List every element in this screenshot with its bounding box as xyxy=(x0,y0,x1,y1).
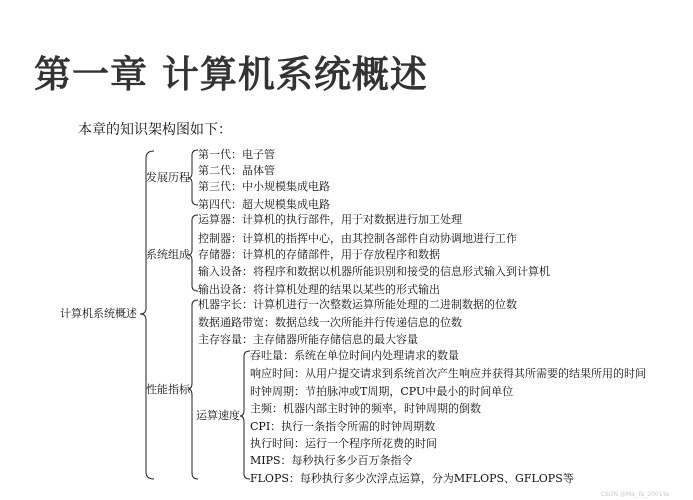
speed-item: 时钟周期：节拍脉冲或T周期，CPU中最小的时间单位 xyxy=(250,385,514,398)
performance-item: 机器字长：计算机进行一次整数运算所能处理的二进制数据的位数 xyxy=(198,298,517,311)
branch-speed: 运算速度 xyxy=(196,409,240,422)
branch-history: 发展历程 xyxy=(146,171,190,184)
history-item: 第四代：超大规模集成电路 xyxy=(198,198,330,211)
history-item: 第三代：中小规模集成电路 xyxy=(198,180,330,193)
speed-item: 主频：机器内部主时钟的频率，时钟周期的倒数 xyxy=(250,402,481,415)
performance-item: 数据通路带宽：数据总线一次所能并行传递信息的位数 xyxy=(198,316,462,329)
system-item: 运算器：计算机的执行部件，用于对数据进行加工处理 xyxy=(198,213,462,226)
system-item: 控制器：计算机的指挥中心，由其控制各部件自动协调地进行工作 xyxy=(198,232,517,245)
speed-item: MIPS：每秒执行多少百万条指令 xyxy=(250,454,413,467)
speed-item: FLOPS：每秒执行多少次浮点运算，分为MFLOPS、GFLOPS等 xyxy=(250,472,574,485)
watermark: CSDN @Ma_Ya_2001Ya xyxy=(600,491,669,498)
history-item: 第二代：晶体管 xyxy=(198,164,275,177)
system-item: 存储器：计算机的存储部件，用于存放程序和数据 xyxy=(198,248,440,261)
page-title: 第一章 计算机系统概述 xyxy=(34,53,428,96)
performance-item: 主存容量：主存储器所能存储信息的最大容量 xyxy=(198,333,418,346)
intro-text: 本章的知识架构图如下： xyxy=(78,122,232,138)
root-bracket xyxy=(140,151,154,479)
branch-system: 系统组成 xyxy=(146,248,190,261)
speed-bracket xyxy=(240,351,250,479)
system-item: 输出设备：将计算机处理的结果以某些的形式输出 xyxy=(198,283,440,296)
speed-item: 吞吐量：系统在单位时间内处理请求的数量 xyxy=(250,349,459,362)
speed-item: 执行时间：运行一个程序所花费的时间 xyxy=(250,437,437,450)
speed-item: 响应时间：从用户提交请求到系统首次产生响应并获得其所需要的结果所用的时间 xyxy=(250,367,646,380)
speed-item: CPI：执行一条指令所需的时钟周期数 xyxy=(250,420,436,433)
history-item: 第一代：电子管 xyxy=(198,148,275,161)
root-node: 计算机系统概述 xyxy=(60,307,137,320)
system-item: 输入设备：将程序和数据以机器所能识别和接受的信息形式输入到计算机 xyxy=(198,265,550,278)
branch-performance: 性能指标 xyxy=(146,383,190,396)
